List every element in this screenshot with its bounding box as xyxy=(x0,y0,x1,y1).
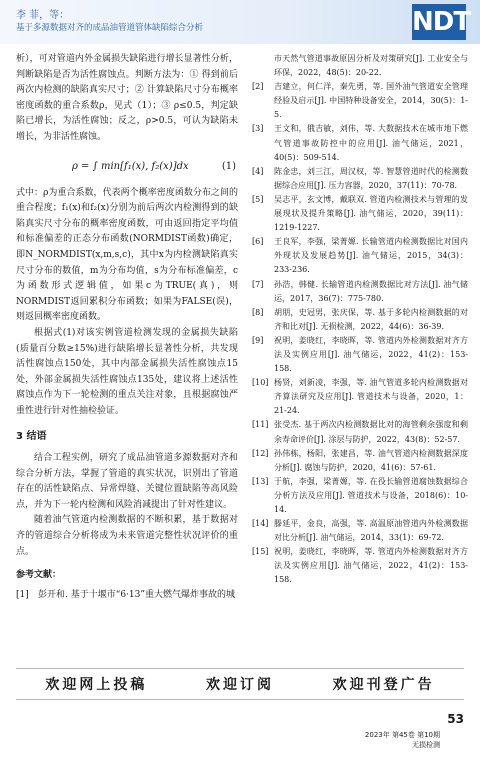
reference-text: 陈金忠，刘三江，周汉权，等. 智慧管道时代的检测数据综合应用[J]. 压力容器，2020，37(11)：70-78. xyxy=(274,166,468,190)
reference-number: [7] xyxy=(252,279,264,289)
references-heading: 参考文献： xyxy=(16,570,62,581)
reference-number: [9] xyxy=(252,335,264,345)
header-authors: 李 菲，等： xyxy=(16,10,70,21)
issue-info xyxy=(365,730,440,750)
journal-promo-banner xyxy=(16,668,464,700)
reference-number: [15] xyxy=(252,547,269,557)
reference-text: 祝明，姜晓红，李晓晖，等. 管道内外检测数据对齐方法及实例应用[J]. 油气储运，2022，41(2)：153-158. xyxy=(274,547,468,585)
reference-item xyxy=(252,517,468,545)
reference-text: 吴志平，玄文博，戴联双. 管道内检测技术与管理的发展现状及提升策略[J]. 油气储运，2020，39(11)：1219-1227. xyxy=(274,194,468,233)
banner-subscribe-text: 欢迎订阅 xyxy=(205,677,274,693)
reference-item xyxy=(252,235,468,277)
reference-text: 祝明，姜晓红，李晓晖，等. 管道内外检测数据对齐方法及实例应用[J]. 油气储运，2022，41(2)：153-158. xyxy=(274,335,468,374)
equation-number: (1) xyxy=(221,160,236,172)
reference-text: 彭开和. 基于十堰市“6·13”重大燃气爆炸事故的城 xyxy=(38,589,235,600)
reference-text: 孙伟栋，杨阳，张建昌，等. 油气管道内检测数据深度分析[J]. 腐蚀与防护，2020，41(6)：57-61. xyxy=(274,448,468,472)
reference-text: 张受杰. 基于两次内检测数据比对的海管剩余强度和剩余寿命评价[J]. 涂层与防护，2022，43(8)：52-57. xyxy=(274,420,468,444)
banner-advertise-text: 欢迎刊登广告 xyxy=(332,677,435,693)
page-number: 53 xyxy=(447,712,464,726)
paragraph-results: 根据式(1)对该实例管道检测发现的金属损失缺陷(质量百分数≥15%)进行缺陷增长显著性分析，共发现活性腐蚀点150处，其中内部金属损失活性腐蚀点15处，外部金属损失活性腐蚀点135处，建议将上述活性腐蚀点作为下一轮检测的重点关注对象，且根据腐蚀严重性进行针对性抽检验证。 xyxy=(16,327,238,416)
reference-item xyxy=(252,122,468,164)
reference-text: 胡朋，史冠男，张庆保，等. 基于多轮内检测数据的对齐和比对[J]. 无损检测，2022，44(6)：36-39. xyxy=(274,307,468,331)
header-article-title: 基于多源数据对齐的成品油管道管体缺陷综合分析 xyxy=(16,23,204,33)
reference-number: [12] xyxy=(252,448,269,458)
equation-1 xyxy=(16,152,238,182)
journal-name: 无损检测 xyxy=(412,741,440,749)
reference-number: [5] xyxy=(252,194,264,204)
reference-item xyxy=(252,52,468,80)
reference-number xyxy=(252,52,274,80)
reference-number: [1] xyxy=(16,589,29,600)
reference-text: 王良军，李强，梁菁嫄. 长输管道内检测数据比对国内外现状及发展趋势[J]. 油气储运，2015，34(3)：233-236. xyxy=(274,237,468,275)
reference-number: [4] xyxy=(252,166,264,176)
reference-text: 吉建立，何仁洋，秦先勇，等. 国外油气管道安全管理经验及启示[J]. 中国特种设备安全，2014，30(5)：1-5. xyxy=(274,82,468,120)
equation-expression: ρ = ∫ min[f₁(x), f₂(x)]dx xyxy=(72,160,189,172)
reference-item xyxy=(16,588,238,604)
running-header xyxy=(0,0,480,44)
reference-number: [3] xyxy=(252,124,264,134)
reference-number: [8] xyxy=(252,307,264,317)
reference-text: 杨贤，刘新凌，李强，等. 油气管道多轮内检测数据对齐算法研究及应用[J]. 管道技术与设备，2020，1：21-24. xyxy=(274,378,468,416)
issue-volume: 2023年 第45卷 第10期 xyxy=(364,731,440,739)
paragraph-conclusion-2: 随着油气管道内检测数据的不断积累，基于数据对齐的管道综合分析将成为未来管道完整性状况评价的重点。 xyxy=(16,515,238,557)
reference-number: [11] xyxy=(252,420,269,430)
paragraph-symbols: 式中：ρ为重合系数，代表两个概率密度函数分布之间的重合程度；f₁(x)和f₂(x)分别为前后两次内检测得到的缺陷真实尺寸分布的概率密度函数，可由返回指定平均值和标准偏差的正态分布函数(NORMDIST函数)确定，即N_NORMDIST(x,m,s,c)，其中x为内检测缺陷真实尺寸分布的数值，m为分布均值，s为分布标准偏差，c为函数形式逻辑值，如果c为TRUE(真)，则NORMDIST返回累积分布函数；如果为FALSE(误)，则返回概率密度函数。 xyxy=(16,187,238,323)
reference-number: [13] xyxy=(252,476,269,486)
reference-item xyxy=(252,165,468,193)
journal-logo: NDT xyxy=(412,4,466,40)
banner-submit-text: 欢迎网上投稿 xyxy=(45,677,148,693)
reference-text: 于航，李强，梁菁嫄，等. 在役长输管道腐蚀数据综合分析方法及应用[J]. 管道技术与设备，2018(6)：10-14. xyxy=(274,476,468,514)
reference-item xyxy=(252,545,468,587)
reference-text: 孙浩，韩健. 长输管道内检测数据比对方法[J]. 油气储运，2017，36(7)：775-780. xyxy=(274,279,468,303)
reference-item xyxy=(252,418,468,446)
reference-item xyxy=(252,80,468,122)
reference-item xyxy=(252,475,468,517)
paragraph-continued: 析），可对管道内外金属损失缺陷进行增长显著性分析，判断缺陷是否为活性腐蚀点。判断方法为：① 得到前后两次内检测的缺陷真实尺寸；② 计算缺陷尺寸分布概率密度函数的重合系数ρ，见式（1）；③ ρ≤0.5，判定缺陷已增长，为活性腐蚀；反之，ρ>0.5，可认为缺陷未增长，为非活性腐蚀。 xyxy=(16,54,238,142)
reference-item xyxy=(252,193,468,235)
reference-item xyxy=(252,306,468,334)
right-column-references xyxy=(252,52,468,588)
paragraph-conclusion-1: 结合工程实例，研究了成品油管道多源数据对齐和综合分析方法，掌握了管道的真实状况，识别出了管道存在的活性缺陷点、异常焊缝、关键位置缺陷等高风险点，并为下一轮内检测和风险消减提出了针对性建议。 xyxy=(16,453,238,510)
section-heading-conclusion: 3 结语 xyxy=(16,431,47,443)
reference-number: [6] xyxy=(252,237,264,247)
reference-item xyxy=(252,447,468,475)
reference-item xyxy=(252,376,468,418)
reference-number: [2] xyxy=(252,82,264,92)
reference-text: 滕延平，金良，高强，等. 高温原油管道内外检测数据对比分析[J]. 油气储运，2014，33(1)：69-72. xyxy=(274,519,468,543)
reference-item xyxy=(252,334,468,376)
reference-number: [14] xyxy=(252,519,269,529)
reference-text: 王文和，俄吉敏，刘伟，等. 大数据技术在城市地下燃气管道事故防控中的应用[J]. 油气储运，2021，40(5)：509-514. xyxy=(274,124,468,162)
reference-number: [10] xyxy=(252,378,269,388)
reference-item xyxy=(252,278,468,306)
reference-text: 市天然气管道事故原因分析及对策研究[J]. 工业安全与环保，2022，48(5)：20-22. xyxy=(274,54,468,78)
left-column xyxy=(16,52,238,603)
